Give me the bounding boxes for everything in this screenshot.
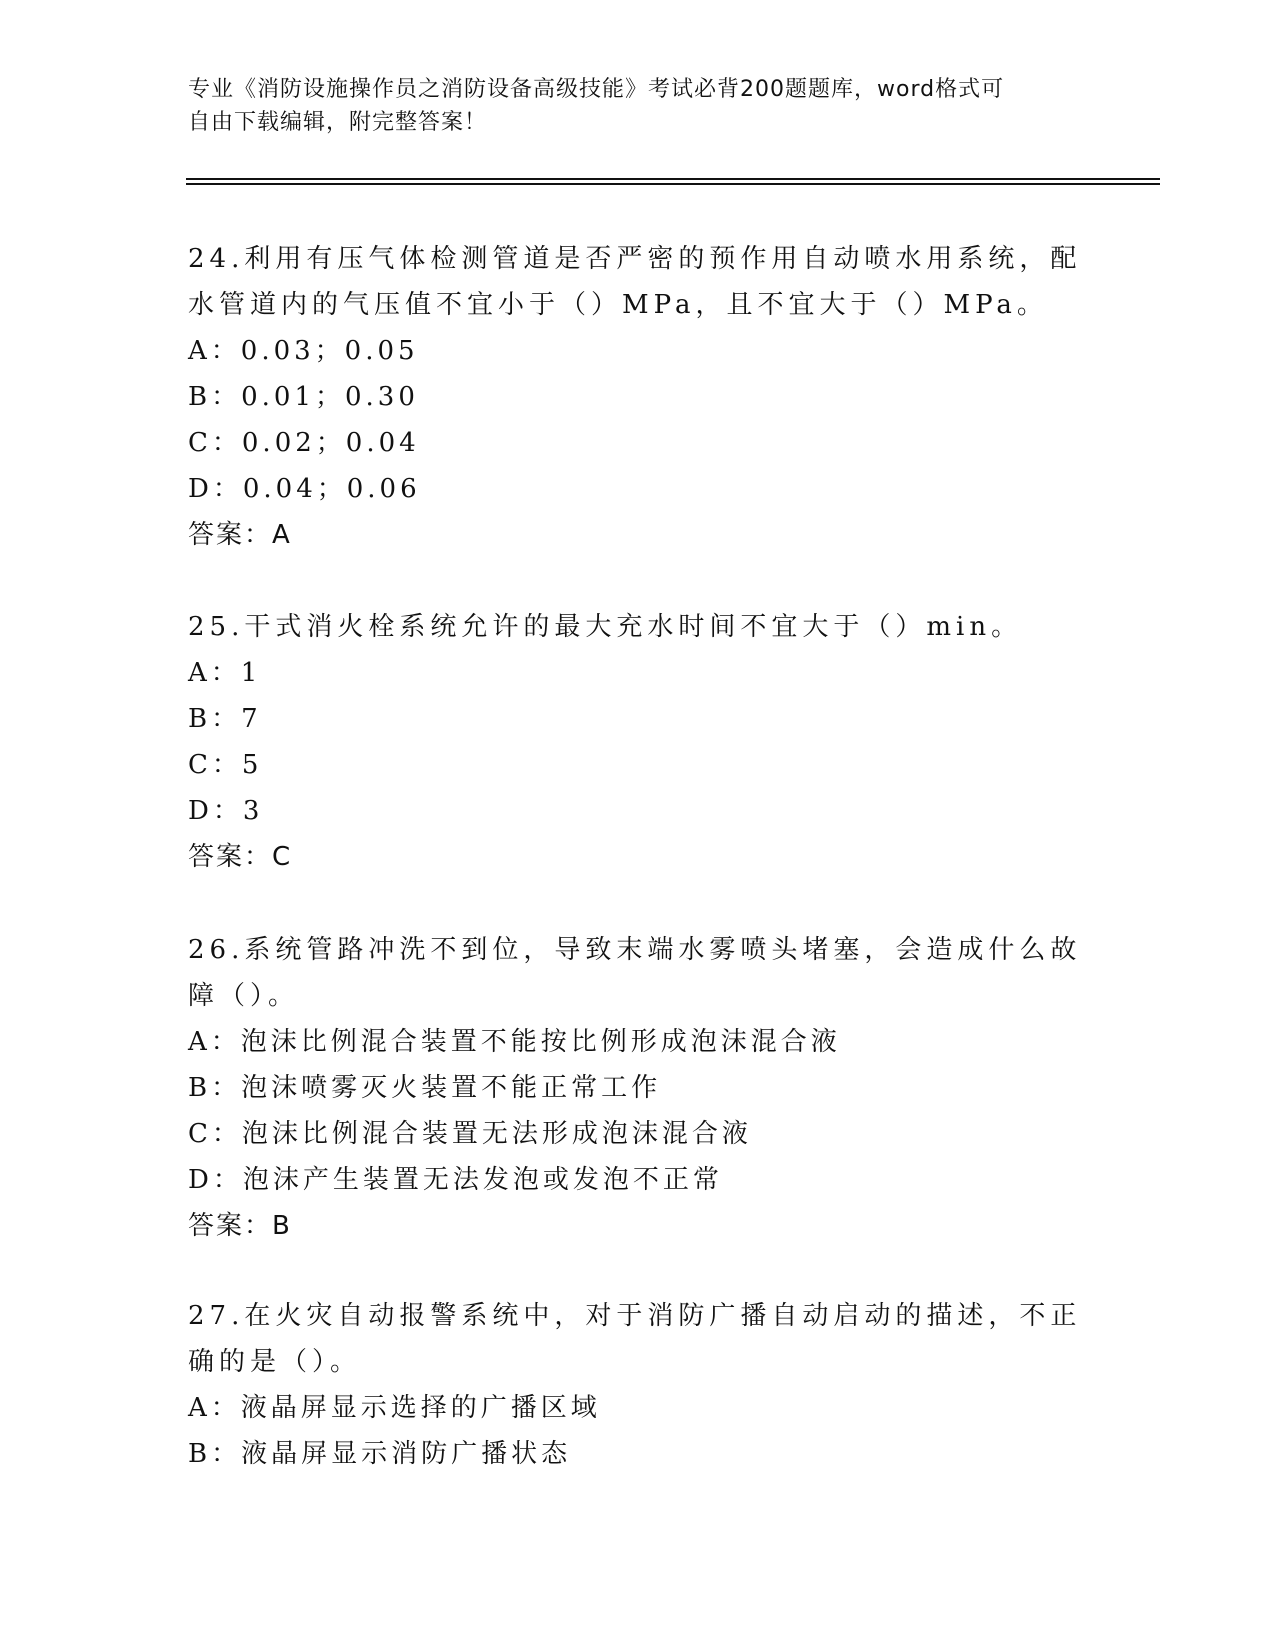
option-b: B：泡沫喷雾灭火装置不能正常工作 <box>188 1073 662 1103</box>
option-b: B：液晶屏显示消防广播状态 <box>188 1439 572 1469</box>
answer: 答案：A <box>188 520 292 550</box>
question-stem: 27.在火灾自动报警系统中，对于消防广播自动启动的描述，不正确的是（）。 <box>188 1301 1082 1377</box>
option-a: A：0.03；0.05 <box>188 336 419 366</box>
question-27 <box>188 1293 1088 1477</box>
question-stem: 26.系统管路冲洗不到位，导致末端水雾喷头堵塞，会造成什么故障（）。 <box>188 935 1082 1011</box>
document-header <box>188 73 1088 139</box>
option-d: D：3 <box>188 796 264 826</box>
header-line-1: 专业《消防设施操作员之消防设备高级技能》考试必背200题题库，word格式可 <box>188 77 1005 102</box>
option-b: B：0.01；0.30 <box>188 382 419 412</box>
header-divider-bottom <box>186 183 1160 185</box>
option-a: A：液晶屏显示选择的广播区域 <box>188 1393 601 1423</box>
answer: 答案：B <box>188 1211 292 1241</box>
option-a: A：1 <box>188 658 262 688</box>
option-d: D：0.04；0.06 <box>188 474 421 504</box>
option-c: C：0.02；0.04 <box>188 428 420 458</box>
option-b: B：7 <box>188 704 262 734</box>
option-d: D：泡沫产生装置无法发泡或发泡不正常 <box>188 1165 723 1195</box>
question-24 <box>188 236 1088 558</box>
option-c: C：5 <box>188 750 263 780</box>
answer: 答案：C <box>188 842 293 872</box>
header-line-2: 自由下载编辑，附完整答案！ <box>188 110 488 135</box>
header-divider-top <box>186 178 1160 180</box>
question-stem: 24.利用有压气体检测管道是否严密的预作用自动喷水用系统，配水管道内的气压值不宜小于（）MPa，且不宜大于（）MPa。 <box>188 244 1082 320</box>
question-25 <box>188 604 1088 880</box>
question-stem: 25.干式消火栓系统允许的最大充水时间不宜大于（）min。 <box>188 612 1023 642</box>
option-c: C：泡沫比例混合装置无法形成泡沫混合液 <box>188 1119 752 1149</box>
option-a: A：泡沫比例混合装置不能按比例形成泡沫混合液 <box>188 1027 841 1057</box>
question-26 <box>188 927 1088 1249</box>
